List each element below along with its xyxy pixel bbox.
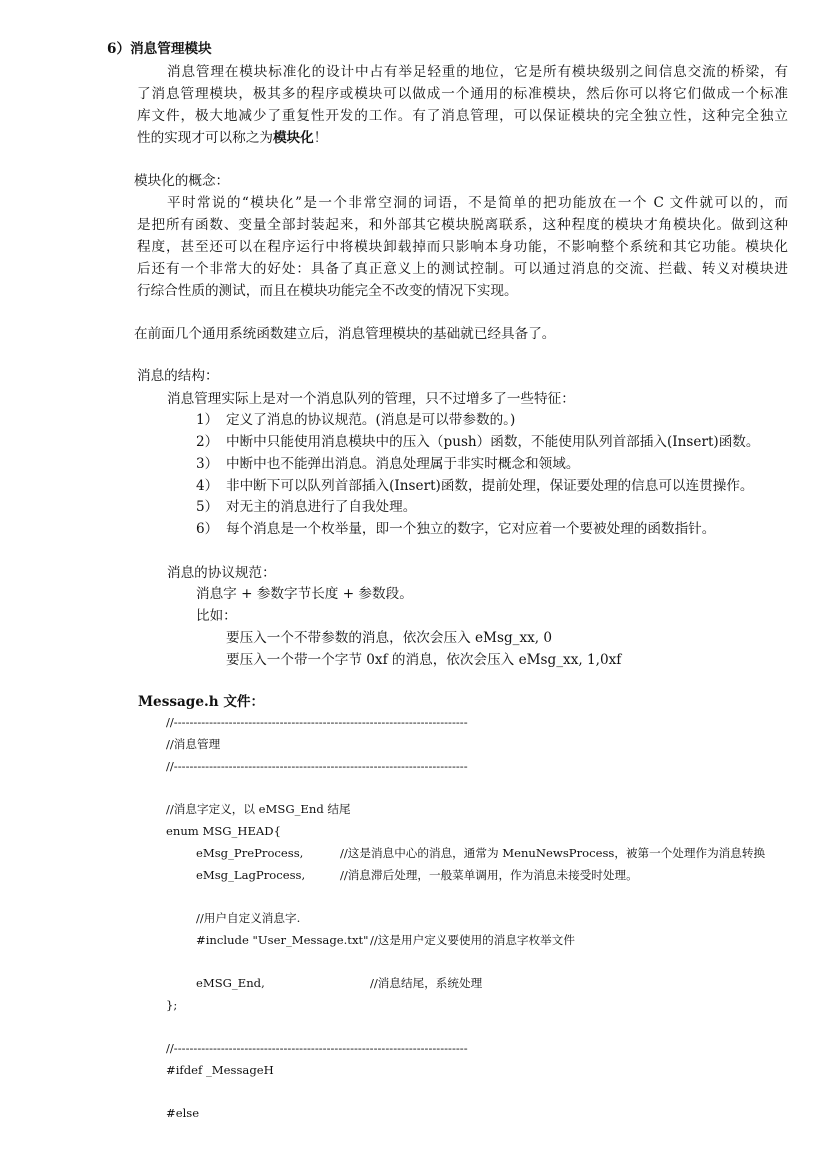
- intro-end: ！: [313, 130, 328, 146]
- section-number: 6）: [107, 41, 131, 57]
- item-text: 对无主的消息进行了自我处理。: [226, 499, 417, 515]
- protocol-example-2: 要压入一个带一个字节 0xf 的消息，依次会压入 eMsg_xx, 1,0xf: [226, 652, 622, 668]
- structure-heading: 消息的结构：: [137, 368, 219, 384]
- protocol-formula: 消息字 + 参数字节长度 + 参数段。: [196, 586, 413, 602]
- item-number: 1）: [196, 412, 219, 428]
- code-ifdef: #ifdef _MessageH: [166, 1063, 274, 1077]
- concept-line-1: 平时常说的“模块化”是一个非常空洞的词语，不是简单的把功能放在一个 C 文件就可以的，而: [167, 195, 788, 211]
- structure-item-3: [196, 454, 579, 474]
- protocol-example-label: 比如：: [196, 608, 237, 624]
- protocol-heading: 消息的协议规范：: [167, 565, 276, 581]
- structure-item-2: [196, 432, 760, 452]
- code-divider-2: //---------------------------------------------------------------------------: [166, 759, 468, 773]
- item-text: 中断中也不能弹出消息。消息处理属于非实时概念和领域。: [226, 456, 580, 472]
- code-entry2-comment: //消息滞后处理，一般菜单调用，作为消息未接受时处理。: [340, 868, 638, 882]
- item-text: 定义了消息的协议规范。(消息是可以带参数的。): [226, 412, 516, 428]
- structure-intro: 消息管理实际上是对一个消息队列的管理，只不过增多了一些特征：: [167, 391, 575, 407]
- code-entry1-comment: //这是消息中心的消息，通常为 MenuNewsProcess，被第一个处理作为消息转换: [340, 846, 766, 860]
- code-entry1-name: eMsg_PreProcess,: [196, 846, 304, 860]
- structure-item-5: [196, 497, 416, 517]
- section-heading: [107, 39, 212, 59]
- code-divider-3: //---------------------------------------------------------------------------: [166, 1041, 468, 1055]
- intro-line-4: [137, 128, 327, 148]
- code-enum-open: enum MSG_HEAD{: [166, 824, 281, 838]
- intro-line-4-text: 性的实现才可以称之为: [137, 130, 273, 146]
- code-user-comment: //用户自定义消息字.: [196, 911, 301, 925]
- structure-item-6: [196, 519, 715, 539]
- code-include-comment: //这是用户定义要使用的消息字枚举文件: [370, 933, 575, 947]
- item-text: 非中断下可以队列首部插入(Insert)函数，提前处理，保证要处理的信息可以连贯操作。: [226, 478, 754, 494]
- concept-line-3: 程度，甚至还可以在程序运行中将模块卸载掉而只影响本身功能，不影响整个系统和其它功能。模块化: [137, 239, 788, 255]
- item-number: 4）: [196, 478, 219, 494]
- code-enum-close: };: [166, 998, 178, 1012]
- intro-line-3: 库文件，极大地减少了重复性开发的工作。有了消息管理，可以保证模块的完全独立性，这种完全独立: [137, 108, 788, 124]
- code-enum-comment: //消息字定义，以 eMSG_End 结尾: [166, 802, 351, 816]
- code-divider-1: //---------------------------------------------------------------------------: [166, 715, 468, 729]
- code-entry2-name: eMsg_LagProcess,: [196, 868, 306, 882]
- structure-item-1: [196, 410, 515, 430]
- concept-line-2: 是把所有函数、变量全部封装起来，和外部其它模块脱离联系，这种程度的模块才角模块化。做到这种: [137, 217, 788, 233]
- structure-item-4: [196, 476, 754, 496]
- concept-note: 在前面几个通用系统函数建立后，消息管理模块的基础就已经具备了。: [134, 326, 556, 342]
- item-number: 5）: [196, 499, 219, 515]
- concept-heading: 模块化的概念：: [134, 173, 230, 189]
- code-else: #else: [166, 1106, 200, 1120]
- item-number: 3）: [196, 456, 219, 472]
- intro-line-2: 了消息管理模块，极其多的程序或模块可以做成一个通用的标准模块，然后你可以将它们做成一个标准: [137, 86, 788, 102]
- code-include-line: #include "User_Message.txt": [196, 933, 369, 947]
- section-title: 消息管理模块: [130, 41, 212, 57]
- intro-line-1: 消息管理在模块标准化的设计中占有举足轻重的地位，它是所有模块级别之间信息交流的桥梁，有: [167, 64, 788, 80]
- code-comment-title: //消息管理: [166, 737, 221, 751]
- code-end-name: eMSG_End,: [196, 976, 265, 990]
- code-end-comment: //消息结尾，系统处理: [370, 976, 483, 990]
- item-number: 2）: [196, 434, 219, 450]
- item-text: 每个消息是一个枚举量，即一个独立的数字，它对应着一个要被处理的函数指针。: [226, 521, 716, 537]
- concept-line-5: 行综合性质的测试，而且在模块功能完全不改变的情况下实现。: [137, 283, 518, 299]
- intro-emphasis: 模块化: [272, 130, 314, 146]
- file-heading: Message.h 文件：: [138, 694, 265, 710]
- concept-line-4: 后还有一个非常大的好处：具备了真正意义上的测试控制。可以通过消息的交流、拦截、转义对模块进: [137, 261, 788, 277]
- item-text: 中断中只能使用消息模块中的压入（push）函数，不能使用队列首部插入(Insert)函数。: [226, 434, 760, 450]
- protocol-example-1: 要压入一个不带参数的消息，依次会压入 eMsg_xx, 0: [226, 630, 553, 646]
- item-number: 6）: [196, 521, 219, 537]
